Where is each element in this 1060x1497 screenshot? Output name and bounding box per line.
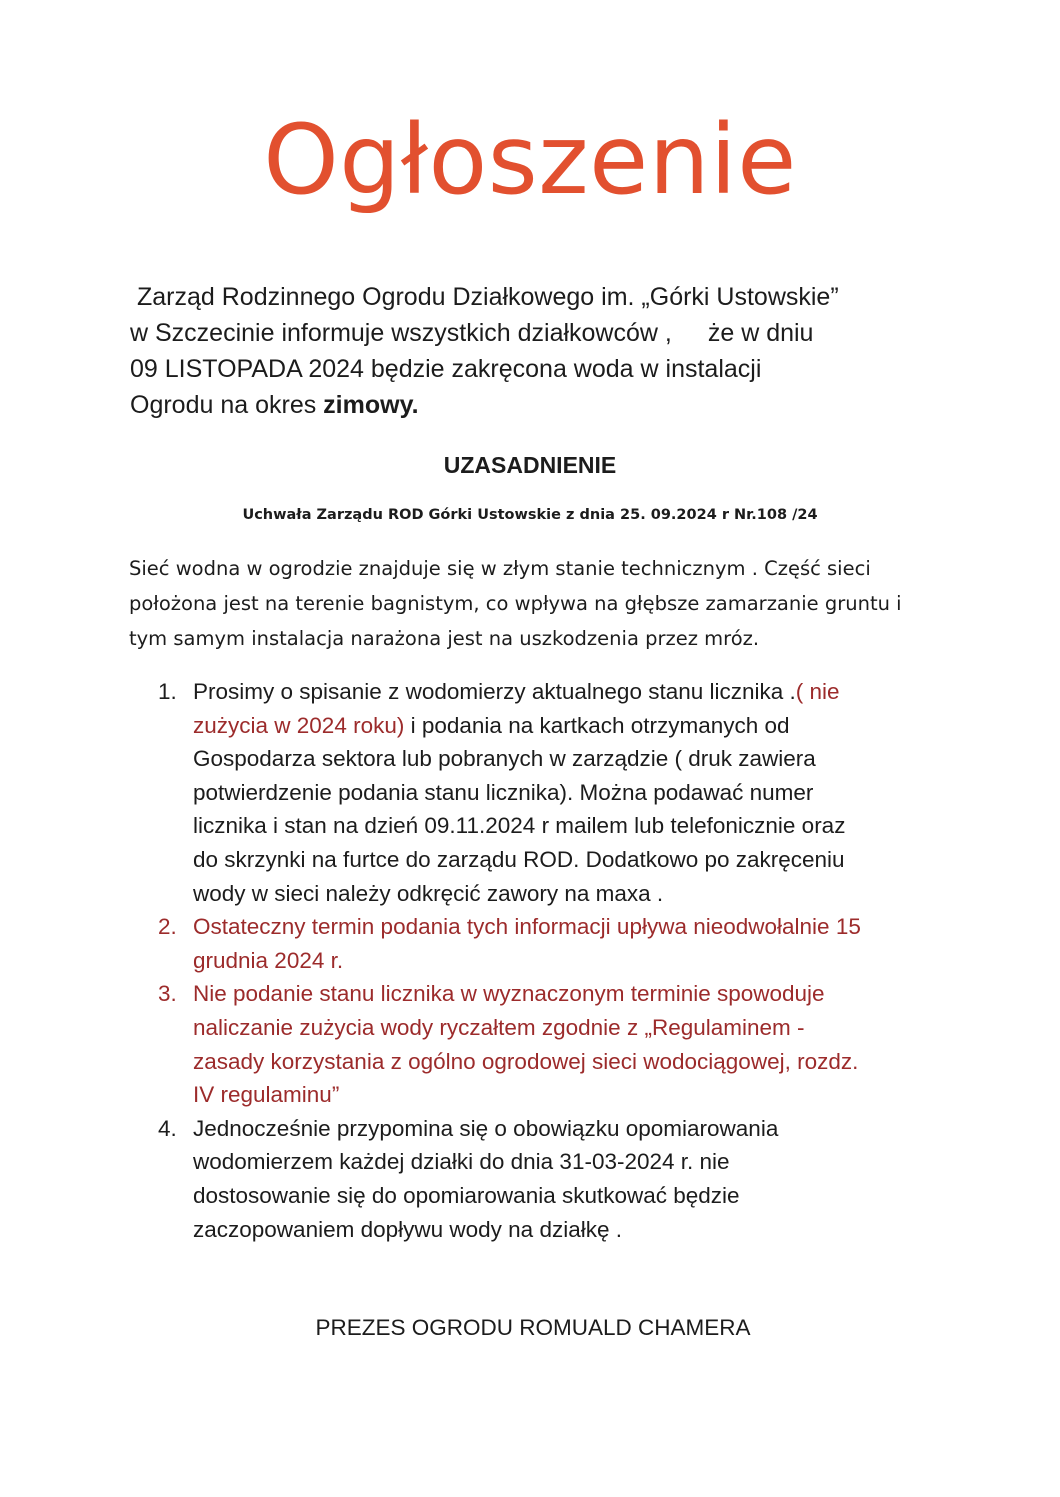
justification-line: Sieć wodna w ogrodzie znajduje się w złym stanie technicznym . Część sieci xyxy=(129,557,871,580)
list-item-line: zasady korzystania z ogólno ogrodowej sieci wodociągowej, rozdz. xyxy=(193,1048,859,1074)
list-item-number: 2. xyxy=(158,914,177,940)
intro-text: że w dniu xyxy=(707,319,814,347)
intro-paragraph xyxy=(130,279,960,423)
list-item-number: 1. xyxy=(158,679,177,704)
list-item xyxy=(158,1112,958,1246)
list-item-number: 4. xyxy=(158,1115,177,1141)
intro-line xyxy=(130,315,960,351)
list-item-highlight: zużycia w 2024 roku) xyxy=(193,712,405,738)
list-item xyxy=(158,675,958,910)
justification-line: położona jest na terenie bagnistym, co wpływa na głębsze zamarzanie gruntu i xyxy=(129,592,902,615)
list-item-line xyxy=(193,709,958,743)
list-item-line: Jednocześnie przypomina się o obowiązku opomiarowania xyxy=(193,1115,779,1141)
list-item-text: i podania na kartkach otrzymanych od xyxy=(404,712,790,738)
page-title: Ogłoszenie xyxy=(263,104,797,216)
list-item xyxy=(158,910,958,977)
list-item-line xyxy=(193,675,958,709)
intro-text: Ogrodu na okres xyxy=(130,391,324,419)
list-item xyxy=(158,977,958,1111)
list-item-highlight: ( nie xyxy=(795,679,840,704)
intro-emphasis: zimowy. xyxy=(323,391,419,419)
list-item-line: wody w sieci należy odkręcić zawory na maxa . xyxy=(193,880,664,906)
list-item-line: Ostateczny termin podania tych informacji upływa nieodwołalnie 15 xyxy=(193,914,861,940)
instruction-list xyxy=(158,675,958,1246)
signature: PREZES OGRODU ROMUALD CHAMERA xyxy=(315,1315,751,1340)
section-heading: UZASADNIENIE xyxy=(443,452,617,478)
list-item-line: grudnia 2024 r. xyxy=(193,947,344,973)
justification-paragraph xyxy=(129,551,959,656)
list-item-line: potwierdzenie podania stanu licznika). Można podawać numer xyxy=(193,779,814,805)
list-item-line: zaczopowaniem dopływu wody na działkę . xyxy=(193,1216,622,1242)
intro-line: 09 LISTOPADA 2024 będzie zakręcona woda w instalacji xyxy=(130,355,762,383)
intro-line: Zarząd Rodzinnego Ogrodu Działkowego im. „Górki Ustowskie” xyxy=(137,283,839,311)
resolution-reference: Uchwała Zarządu ROD Górki Ustowskie z dnia 25. 09.2024 r Nr.108 /24 xyxy=(242,507,818,523)
list-item-line: Nie podanie stanu licznika w wyznaczonym terminie spowoduje xyxy=(193,981,825,1007)
list-item-line: wodomierzem każdej działki do dnia 31-03-2024 r. nie xyxy=(193,1149,730,1175)
list-item-line: Gospodarza sektora lub pobranych w zarządzie ( druk zawiera xyxy=(193,746,816,772)
list-item-line: do skrzynki na furtce do zarządu ROD. Dodatkowo po zakręceniu xyxy=(193,846,845,872)
justification-line: tym samym instalacja narażona jest na uszkodzenia przez mróz. xyxy=(129,627,760,650)
intro-text: w Szczecinie informuje wszystkich działkowców , xyxy=(130,319,672,347)
list-item-text: Prosimy o spisanie z wodomierzy aktualnego stanu licznika . xyxy=(193,679,796,704)
list-item-line: naliczanie zużycia wody ryczałtem zgodnie z „Regulaminem - xyxy=(193,1014,805,1040)
intro-line xyxy=(130,387,960,423)
list-item-line: IV regulaminu” xyxy=(193,1082,340,1108)
list-item-line: licznika i stan na dzień 09.11.2024 r mailem lub telefonicznie oraz xyxy=(193,813,846,839)
list-item-number: 3. xyxy=(158,981,177,1007)
list-item-line: dostosowanie się do opomiarowania skutkować będzie xyxy=(193,1182,740,1208)
